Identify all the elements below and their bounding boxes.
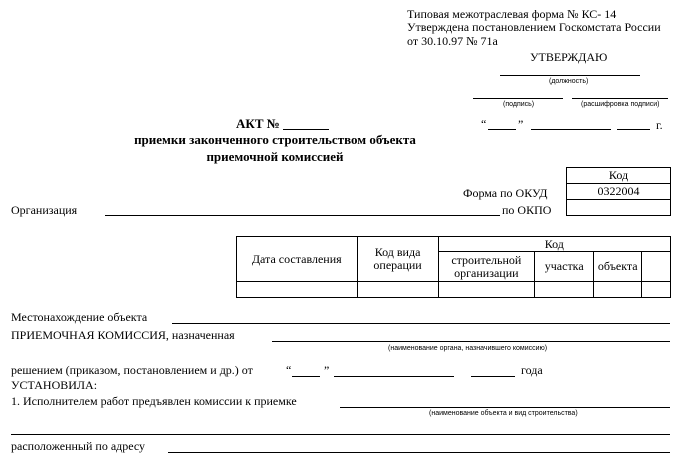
item1-caption: (наименование объекта и вид строительства)	[429, 410, 578, 417]
approval-month-line[interactable]	[531, 129, 611, 130]
decoding-caption: (расшифровка подписи)	[581, 101, 660, 108]
item1-line[interactable]	[340, 407, 670, 408]
established-heading: УСТАНОВИЛА:	[11, 378, 98, 392]
code-group-header: Код	[438, 237, 670, 252]
col-object-header: объекта	[594, 252, 642, 282]
commission-caption: (наименование органа, назначившего комиссию)	[388, 345, 548, 352]
okud-label: Форма по ОКУД	[463, 186, 548, 200]
cell-site[interactable]	[535, 282, 594, 298]
organization-label: Организация	[11, 203, 78, 217]
commission-line[interactable]	[272, 341, 670, 342]
approval-date-line: от 30.10.97 № 71а	[407, 34, 498, 48]
decision-year-line[interactable]	[471, 376, 515, 377]
approval-quote-open: “	[481, 117, 487, 131]
approval-day-line[interactable]	[488, 129, 516, 130]
document-table	[236, 236, 671, 298]
item1-label: 1. Исполнителем работ предъявлен комиссии к приемке	[11, 394, 297, 408]
approval-basis-line: Утверждена постановлением Госкомстата России	[407, 20, 661, 34]
approval-title: УТВЕРЖДАЮ	[530, 50, 608, 64]
commission-label: ПРИЕМОЧНАЯ КОМИССИЯ, назначенная	[11, 328, 235, 342]
position-line[interactable]	[500, 75, 640, 76]
address-line[interactable]	[168, 452, 670, 453]
location-label: Местонахождение объекта	[11, 310, 148, 324]
cell-date[interactable]	[237, 282, 358, 298]
approval-year-line[interactable]	[617, 129, 650, 130]
cell-object[interactable]	[594, 282, 642, 298]
act-subtitle-2: приемочной комиссией	[206, 149, 344, 164]
codes-table	[566, 167, 671, 216]
cell-extra[interactable]	[642, 282, 671, 298]
decision-quote-close: ”	[324, 363, 330, 377]
col-date-header: Дата составления	[237, 237, 358, 282]
location-line[interactable]	[172, 323, 670, 324]
col-construction-org-header: строительной организации	[438, 252, 534, 282]
cell-operation[interactable]	[357, 282, 438, 298]
decision-day-line[interactable]	[292, 376, 320, 377]
signature-line[interactable]	[473, 98, 563, 99]
decision-label: решением (приказом, постановлением и др.) от	[11, 363, 253, 377]
col-site-header: участка	[535, 252, 594, 282]
signature-caption: (подпись)	[503, 101, 535, 108]
act-subtitle: приемки законченного строительством объекта	[134, 132, 416, 147]
codes-header: Код	[567, 168, 671, 184]
act-number-line[interactable]	[283, 129, 329, 130]
position-caption: (должность)	[549, 78, 589, 85]
col-operation-header: Код вида операции	[357, 237, 438, 282]
col-extra-header	[642, 252, 671, 282]
address-label: расположенный по адресу	[11, 439, 146, 453]
organization-line[interactable]	[105, 215, 500, 216]
decision-month-line[interactable]	[334, 376, 454, 377]
okpo-label: по ОКПО	[502, 203, 552, 217]
cell-construction-org[interactable]	[438, 282, 534, 298]
okud-value[interactable]: 0322004	[567, 184, 671, 200]
act-title: АКТ №	[236, 116, 280, 131]
approval-quote-close: ”	[518, 117, 524, 131]
form-type-line: Типовая межотраслевая форма № КС- 14	[407, 7, 617, 21]
approval-year-suffix: г.	[656, 118, 663, 132]
okpo-value[interactable]	[567, 200, 671, 216]
decoding-line[interactable]	[572, 98, 668, 99]
decision-quote-open: “	[286, 363, 292, 377]
decision-year-label: года	[521, 363, 543, 377]
item1-continuation-line[interactable]	[11, 434, 670, 435]
